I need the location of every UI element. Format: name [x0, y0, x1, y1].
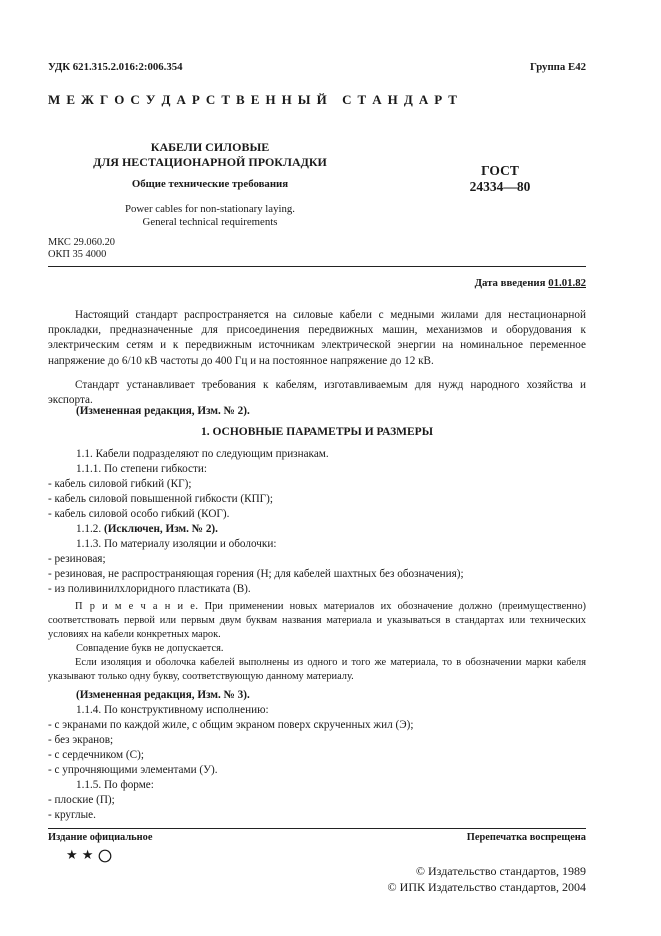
copyright-2004: © ИПК Издательство стандартов, 2004	[387, 880, 586, 894]
amendment-3: (Измененная редакция, Изм. № 3).	[76, 689, 250, 701]
english-title-line-1: Power cables for non-stationary laying.	[124, 203, 295, 215]
intro-date-value: 01.01.82	[548, 277, 586, 289]
note-text: При применении новых материалов их обозначение должно (преимущественно) соответствовать первой или первым двум буквам названия материала и указываться в стандартах или технических условиях на кабели конкретных марок.	[48, 601, 586, 640]
list-item: - кабель силовой особо гибкий (КОГ).	[48, 508, 230, 520]
english-title-line-2: General technical requirements	[142, 216, 278, 228]
title-line-1: КАБЕЛИ СИЛОВЫЕ	[150, 140, 270, 154]
note-label: П р и м е ч а н и е.	[75, 601, 199, 612]
section-1-title: 1. ОСНОВНЫЕ ПАРАМЕТРЫ И РАЗМЕРЫ	[200, 426, 434, 438]
header-rule	[48, 266, 586, 267]
list-item: - резиновая;	[48, 553, 106, 565]
mks-code: МКС 29.060.20	[48, 237, 116, 248]
gost-number: 24334—80	[469, 179, 531, 194]
title-line-2: ДЛЯ НЕСТАЦИОНАРНОЙ ПРОКЛАДКИ	[93, 155, 327, 169]
list-item: - из поливинилхлоридного пластиката (В).	[48, 583, 251, 595]
group-code: Группа Е42	[530, 61, 586, 73]
intro-paragraph-2: Стандарт устанавливает требования к кабелям, изготавливаемым для нужд народного хозяйства и экспорта.	[48, 379, 586, 407]
list-item: - с упрочняющими элементами (У).	[48, 764, 218, 776]
clause-1-1-5: 1.1.5. По форме:	[76, 779, 154, 791]
note-line-3: Если изоляция и оболочка кабелей выполнены из одного и того же материала, то в обозначении марки кабеля указывают только одну букву, соответствующую данному материалу.	[48, 657, 586, 682]
note-paragraph	[48, 600, 586, 642]
reprint-prohibited: Перепечатка воспрещена	[466, 832, 586, 843]
amendment-2: (Измененная редакция, Изм. № 2).	[76, 405, 250, 417]
edition-marks	[66, 848, 112, 863]
clause-number: 1.1.2.	[76, 523, 104, 535]
list-item: - с экранами по каждой жиле, с общим экраном поверх скрученных жил (Э);	[48, 719, 414, 731]
circle-icon	[98, 849, 112, 863]
list-item: - резиновая, не распространяющая горения (Н; для кабелей шахтных без обозначения);	[48, 568, 464, 580]
clause-excluded: (Исключен, Изм. № 2).	[103, 523, 218, 535]
note-line-2: Совпадение букв не допускается.	[76, 643, 224, 654]
udk-code: УДК 621.315.2.016:2:006.354	[48, 61, 183, 73]
intro-date	[475, 277, 586, 289]
gost-label: ГОСТ	[481, 163, 519, 178]
clause-1-1-2	[76, 522, 218, 537]
copyright-1989: © Издательство стандартов, 1989	[415, 864, 586, 878]
star-icon: ★ ★	[66, 848, 94, 863]
intro-paragraph-1: Настоящий стандарт распространяется на силовые кабели с медными жилами для нестационарной прокладки, предназначенные для присоединения передвижных машин, механизмов и оборудования к электрическим сетям и к передвижным источникам электрической энергии на номинальное переменное напряжение до 6/10 кВ частоты до 400 Гц и на постоянное напряжение до 12 кВ.	[48, 309, 586, 367]
okp-code: ОКП 35 4000	[48, 249, 107, 260]
list-item: - с сердечником (С);	[48, 749, 144, 761]
standard-type: М Е Ж Г О С У Д А Р С Т В Е Н Н Ы Й С Т А Н Д А Р Т	[48, 92, 459, 107]
list-item: - без экранов;	[48, 734, 114, 746]
list-item: - плоские (П);	[48, 794, 115, 806]
list-item: - кабель силовой повышенной гибкости (КПГ);	[48, 493, 273, 505]
clause-1-1-1: 1.1.1. По степени гибкости:	[76, 463, 207, 475]
list-item: - кабель силовой гибкий (КГ);	[48, 478, 192, 490]
clause-1-1: 1.1. Кабели подразделяют по следующим признакам.	[76, 448, 329, 460]
clause-1-1-3: 1.1.3. По материалу изоляции и оболочки:	[76, 538, 277, 550]
footer-rule	[48, 828, 586, 829]
official-edition: Издание официальное	[48, 832, 153, 843]
clause-1-1-4: 1.1.4. По конструктивному исполнению:	[76, 704, 269, 716]
subtitle: Общие технические требования	[131, 178, 289, 190]
intro-date-label: Дата введения	[474, 277, 546, 289]
list-item: - круглые.	[48, 809, 96, 821]
